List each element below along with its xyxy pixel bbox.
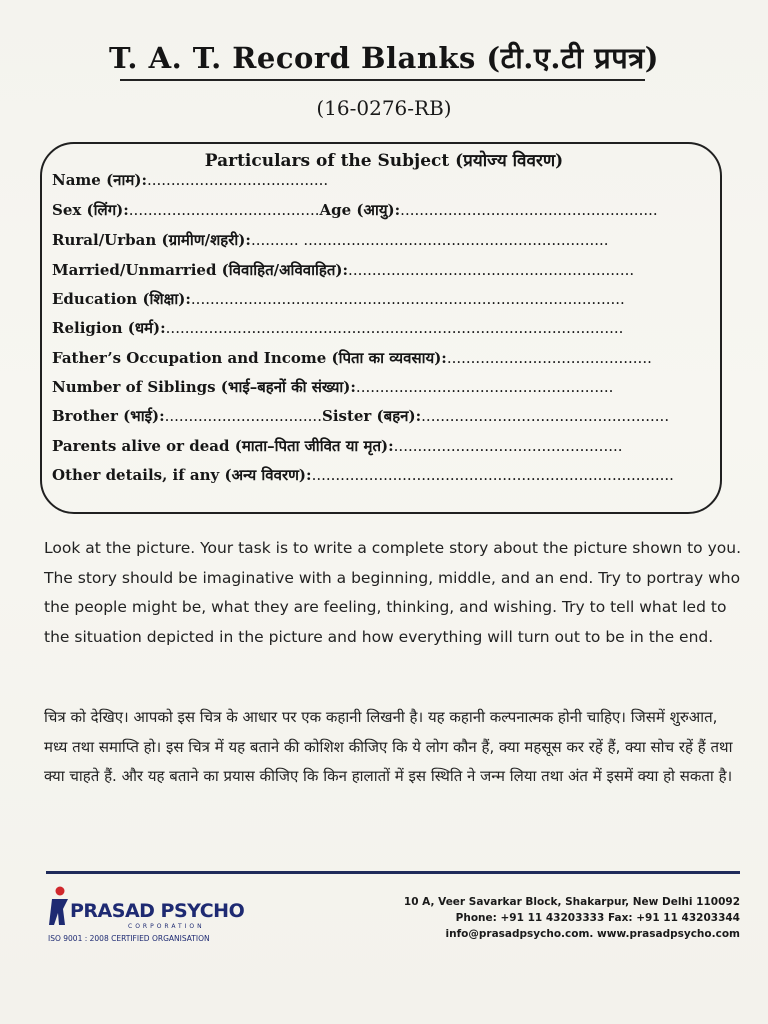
other-details-field[interactable] (52, 465, 674, 485)
rural-urban-field[interactable] (52, 230, 609, 250)
field-label: Name (नाम): (52, 171, 147, 189)
field-label: Parents alive or dead (माता–पिता जीवित या मृत): (52, 437, 394, 455)
field-blank: .......... ................................................................ (250, 231, 609, 249)
logo-subtitle: CORPORATION (128, 923, 205, 930)
marital-status-field[interactable] (52, 260, 634, 280)
field-blank: ............................................................................ (311, 466, 674, 484)
father-occupation-field[interactable] (52, 348, 652, 368)
particulars-heading: Particulars of the Subject (प्रयोज्य विवरण) (204, 151, 564, 171)
field-label: Rural/Urban (ग्रामीण/शहरी): (52, 231, 251, 249)
field-blank: .................................................... (421, 407, 670, 425)
footer-divider (46, 871, 740, 874)
field-label: Father’s Occupation and Income (पिता का व्यवसाय): (52, 349, 447, 367)
religion-field[interactable] (52, 318, 623, 338)
field-blank: ...................................................... (400, 201, 658, 219)
field-blank: ................................................ (393, 437, 623, 455)
field-label: Age (आयु): (319, 201, 401, 219)
field-blank: ................................................................................................ (165, 319, 624, 337)
form-code: (16-0276-RB) (316, 96, 452, 120)
field-label: Sister (बहन): (321, 407, 422, 425)
phone-line: Phone: +91 11 43203333 Fax: +91 11 43203344 (455, 912, 740, 924)
field-label: Other details, if any (अन्य विवरण): (52, 466, 312, 484)
siblings-field[interactable] (52, 377, 613, 397)
contact-block (404, 894, 740, 942)
name-field[interactable] (52, 170, 328, 190)
field-blank: ........................................................................................... (190, 290, 625, 308)
field-label: Religion (धर्म): (52, 319, 166, 337)
iso-certification: ISO 9001 : 2008 CERTIFIED ORGANISATION (48, 934, 210, 943)
page-title: T. A. T. Record Blanks (टी.ए.टी प्रपत्र) (109, 41, 659, 75)
field-blank: ................................. (164, 407, 322, 425)
company-logo (48, 885, 248, 945)
instructions-english: Look at the picture. Your task is to write a complete story about the picture shown to you. The story should be imaginative with a beginning, middle, and an end. Try to portray who the people might be, what they are feeling, thinking, and wishing. Try to tell what led to the situation depicted in the picture and how everything will turn out to be in the end. (44, 539, 741, 646)
field-blank: ........................................ (128, 201, 320, 219)
title-underline (120, 79, 645, 81)
field-blank: ............................................................ (348, 261, 635, 279)
field-blank: ...................................... (146, 171, 329, 189)
field-label: Brother (भाई): (52, 407, 165, 425)
brother-sister-field[interactable] (52, 406, 669, 426)
field-blank: ...................................................... (355, 378, 614, 396)
instructions-hindi: चित्र को देखिए। आपको इस चित्र के आधार पर एक कहानी लिखनी है। यह कहानी कल्पनात्मक होनी चाहिए। जिसमें शुरुआत, मध्य तथा समाप्ति हो। इस चित्र में यह बताने की कोशिश कीजिए कि ये लोग कौन हैं, क्या महसूस कर रहें हैं, क्या सोच रहें हैं तथा क्या चाहते हैं. और यह बताने का प्रयास कीजिए कि किन हालातों में इस स्थिति ने जन्म लिया तथा अंत में इसमें क्या हो सकता है। (44, 708, 733, 785)
logo-name: PRASAD PSYCHO (70, 900, 245, 922)
field-label: Education (शिक्षा): (52, 290, 191, 308)
education-field[interactable] (52, 289, 625, 309)
sex-age-field[interactable] (52, 200, 658, 220)
email-web-line: info@prasadpsycho.com. www.prasadpsycho.com (445, 928, 740, 940)
field-label: Married/Unmarried (विवाहित/अविवाहित): (52, 261, 349, 279)
field-label: Sex (लिंग): (52, 201, 129, 219)
parents-field[interactable] (52, 436, 623, 456)
field-blank: ........................................... (446, 349, 652, 367)
address-line: 10 A, Veer Savarkar Block, Shakarpur, New Delhi 110092 (403, 896, 740, 908)
field-label: Number of Siblings (भाई–बहनों की संख्या): (52, 378, 356, 396)
